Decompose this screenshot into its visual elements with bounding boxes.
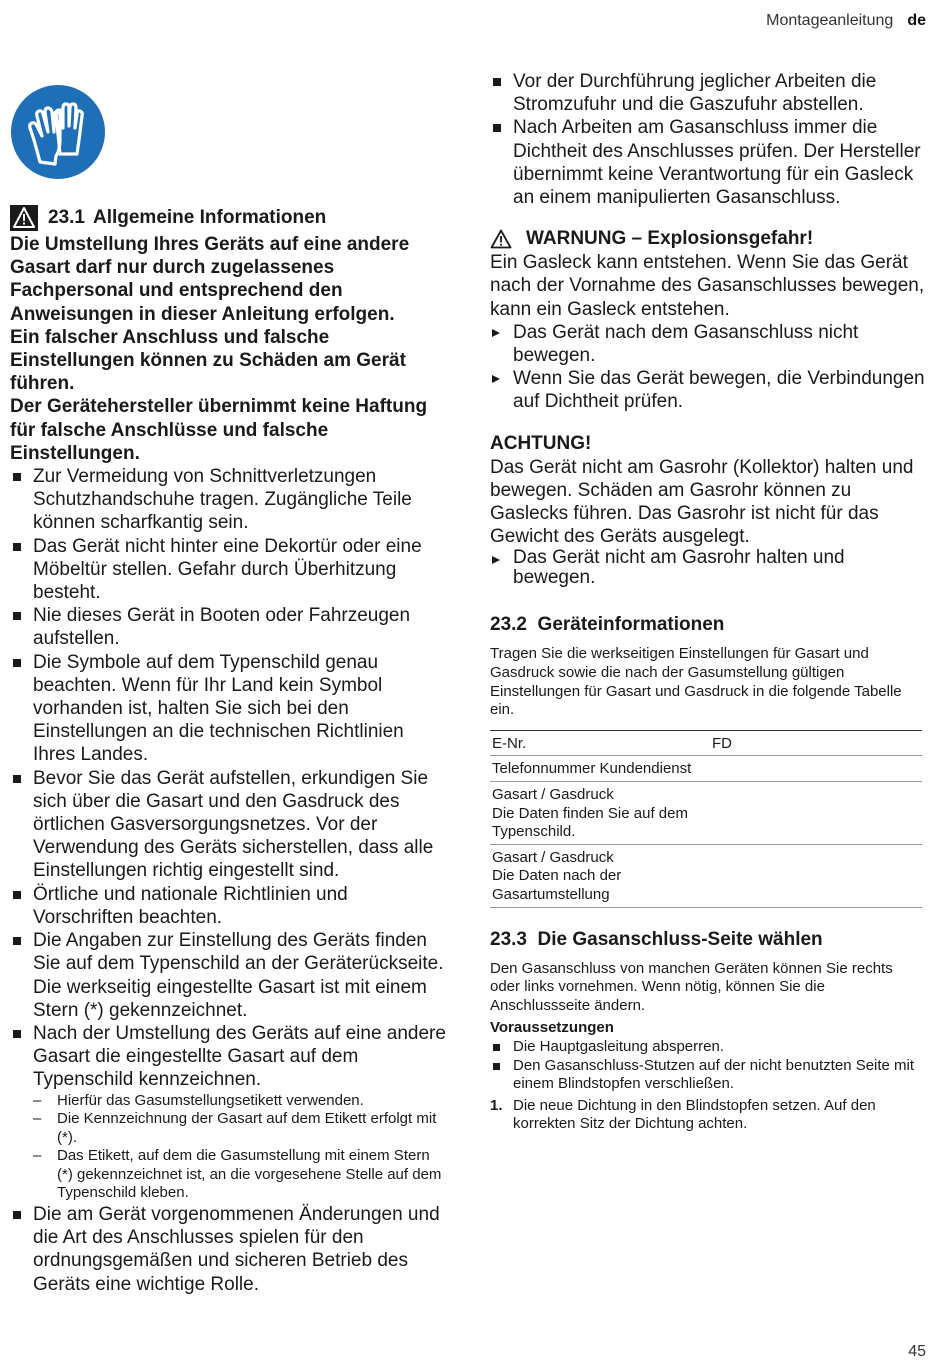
bold-paragraph: Der Gerätehersteller übernimmt keine Haftung für falsche Anschlüsse und falsche Einstellungen. xyxy=(10,396,428,464)
section-heading-23-1 xyxy=(10,205,446,231)
warning-triangle-icon xyxy=(490,229,512,249)
table-cell: FD xyxy=(710,730,922,756)
bold-paragraph: Die Umstellung Ihres Geräts auf eine andere Gasart darf nur durch zugelassenes Fachpersonal und entsprechend den Anweisungen in dieser Anleitung erfolgen. xyxy=(10,234,410,325)
header-title: Montageanleitung xyxy=(766,12,894,29)
prerequisites-title: Voraussetzungen xyxy=(490,1019,614,1037)
list-item: Bevor Sie das Gerät aufstellen, erkundigen Sie sich über die Gasart und den Gasdruck des örtlichen Gasversorgungsnetzes. Vor der Verwendung des Geräts sicherstellen, dass alle Einstellungen richtig eingestellt sind. xyxy=(10,767,446,883)
page-number: 45 xyxy=(908,1343,926,1360)
prerequisites-list xyxy=(490,1038,926,1094)
step-item: Das Gerät nicht am Gasrohr halten und bewegen. xyxy=(490,548,926,588)
list-item: Örtliche und nationale Richtlinien und Vorschriften beachten. xyxy=(10,883,446,929)
table-row xyxy=(490,756,922,782)
safety-list xyxy=(10,465,446,1091)
table-row xyxy=(490,782,922,845)
list-item: Vor der Durchführung jeglicher Arbeiten die Stromzufuhr und die Gaszufuhr abstellen. xyxy=(490,70,926,116)
caution-text: Das Gerät nicht am Gasrohr (Kollektor) halten und bewegen. Schäden am Gasrohr können zu Gaslecks führen. Das Gasrohr ist nicht für das Gewicht des Geräts ausgelegt. xyxy=(490,456,914,548)
steps-list xyxy=(490,1097,926,1134)
list-item: Die Angaben zur Einstellung des Geräts finden Sie auf dem Typenschild an der Geräterückseite. Die werkseitig eingestellte Gasart ist mit einem Stern (*) gekennzeichnet. xyxy=(10,929,446,1022)
table-row xyxy=(490,730,922,756)
table-row xyxy=(490,844,922,907)
top-list xyxy=(490,70,926,209)
protective-gloves-icon xyxy=(10,84,106,180)
section-text: Den Gasanschluss von manchen Geräten können Sie rechts oder links vornehmen. Wenn nötig, können Sie die Anschlussseite ändern. xyxy=(490,959,893,1014)
list-item: Die Hauptgasleitung absperren. xyxy=(490,1038,926,1057)
section-text: Tragen Sie die werkseitigen Einstellungen für Gasart und Gasdruck sowie die nach der Gasumstellung gültigen Einstellungen für Gasart und Gasdruck in die folgende Tabelle ein. xyxy=(490,645,902,719)
table-cell: Gasart / Gasdruck Die Daten nach der Gasartumstellung xyxy=(490,844,710,907)
step-text: Die neue Dichtung in den Blindstopfen setzen. Auf den korrekten Sitz der Dichtung achten. xyxy=(513,1096,876,1133)
header-lang: de xyxy=(907,12,926,29)
list-item: Den Gasanschluss-Stutzen auf der nicht benutzten Seite mit einem Blindstopfen verschließen. xyxy=(490,1057,926,1094)
warning-heading xyxy=(490,227,926,251)
step-item: Das Gerät nach dem Gasanschluss nicht bewegen. xyxy=(490,321,926,367)
list-item: Nach der Umstellung des Geräts auf eine andere Gasart die eingestellte Gasart auf dem Typenschild kennzeichnen. xyxy=(10,1022,446,1092)
table-cell xyxy=(710,782,922,845)
warning-text: Ein Gasleck kann entstehen. Wenn Sie das Gerät nach der Vornahme des Gasanschlusses bewegen, kann ein Gasleck entstehen. xyxy=(490,252,925,320)
list-item: Die am Gerät vorgenommenen Änderungen und die Art des Anschlusses spielen für den ordnungsgemäßen und sicheren Betrieb des Geräts eine wichtige Rolle. xyxy=(10,1203,446,1296)
device-info-table xyxy=(490,730,922,908)
page-header xyxy=(766,12,926,30)
section-heading-23-2: 23.2 Geräteinformationen xyxy=(490,614,725,636)
table-cell: E-Nr. xyxy=(490,730,710,756)
warning-title: WARNUNG – Explosionsgefahr! xyxy=(526,228,814,250)
table-cell xyxy=(710,844,922,907)
caution-title: ACHTUNG! xyxy=(490,432,592,454)
sub-list-item: – Hierfür das Gasumstellungsetikett verwenden. xyxy=(33,1092,446,1111)
step-item: Wenn Sie das Gerät bewegen, die Verbindungen auf Dichtheit prüfen. xyxy=(490,367,926,413)
list-item: Das Gerät nicht hinter eine Dekortür oder eine Möbeltür stellen. Gefahr durch Überhitzung besteht. xyxy=(10,535,446,605)
safety-list-end xyxy=(10,1203,446,1296)
sub-list xyxy=(10,1092,446,1204)
left-column xyxy=(10,205,446,1296)
table-cell xyxy=(710,756,922,782)
right-column xyxy=(490,70,926,1134)
list-item: Nie dieses Gerät in Booten oder Fahrzeugen aufstellen. xyxy=(10,604,446,650)
section-number: 23.1 xyxy=(48,207,85,228)
sub-list-item: – Das Etikett, auf dem die Gasumstellung mit einem Stern (*) gekennzeichnet ist, an die vorgesehene Stelle auf dem Typenschild kleben. xyxy=(33,1147,446,1203)
table-cell: Telefonnummer Kundendienst xyxy=(490,756,710,782)
sub-list-item: – Die Kennzeichnung der Gasart auf dem Etikett erfolgt mit (*). xyxy=(33,1110,446,1147)
list-item: Zur Vermeidung von Schnittverletzungen Schutzhandschuhe tragen. Zugängliche Teile können scharfkantig sein. xyxy=(10,465,446,535)
section-title: Allgemeine Informationen xyxy=(92,207,327,228)
step-item xyxy=(490,1097,926,1134)
table-cell: Gasart / Gasdruck Die Daten finden Sie auf dem Typenschild. xyxy=(490,782,710,845)
list-item: Nach Arbeiten am Gasanschluss immer die Dichtheit des Anschlusses prüfen. Der Hersteller übernimmt keine Verantwortung für ein Gasleck an einem manipulierten Gasanschluss. xyxy=(490,116,926,209)
section-heading-23-3: 23.3 Die Gasanschluss-Seite wählen xyxy=(490,928,823,950)
warning-triangle-icon xyxy=(10,205,38,231)
warning-steps xyxy=(490,321,926,414)
list-item: Die Symbole auf dem Typenschild genau beachten. Wenn für Ihr Land kein Symbol vorhanden ist, halten Sie sich bei den Einstellungen an die technischen Richtlinien Ihres Landes. xyxy=(10,651,446,767)
step-number: 1. xyxy=(490,1096,503,1114)
bold-paragraph: Ein falscher Anschluss und falsche Einstellungen können zu Schäden am Gerät führen. xyxy=(10,326,406,395)
caution-steps xyxy=(490,548,926,588)
